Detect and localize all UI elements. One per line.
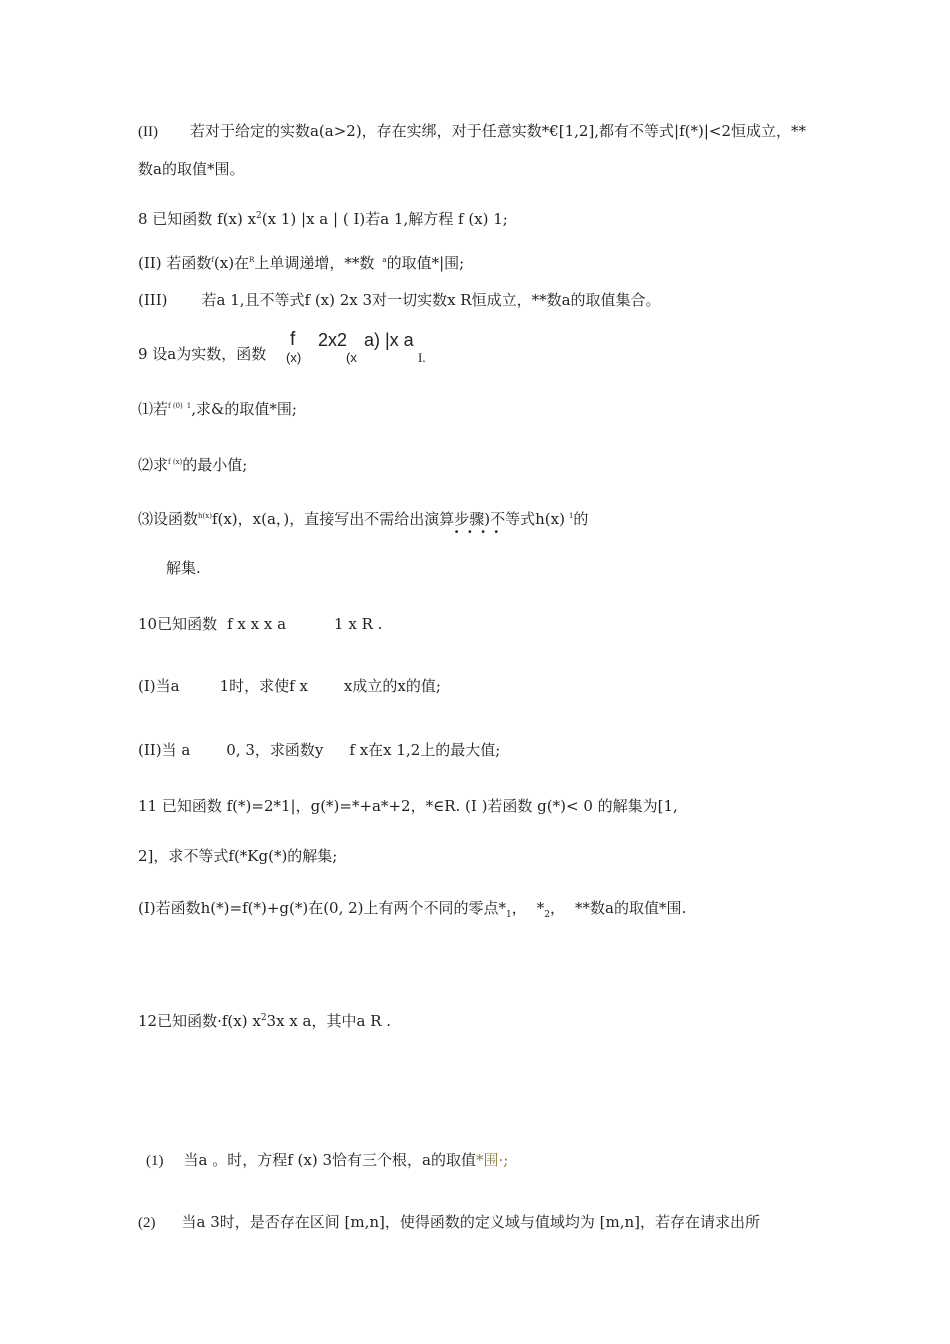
superscript: 2 bbox=[260, 1013, 267, 1023]
func-arg: (x bbox=[346, 350, 357, 365]
question-12-part-2 bbox=[138, 1212, 760, 1233]
part-label: ⑵求 bbox=[138, 456, 169, 474]
subscript: 2 bbox=[544, 910, 551, 920]
subscript: 1 bbox=[506, 910, 512, 920]
question-10-part-ii bbox=[138, 740, 500, 760]
func-term: a) |x a bbox=[364, 330, 414, 350]
small-symbol: R bbox=[249, 256, 255, 264]
question-8-line bbox=[138, 206, 508, 229]
part-text: (I)若函数h(*)=f(*)+g(*)在(0, 2)上有两个不同的零点* bbox=[138, 899, 507, 917]
question-9-line bbox=[138, 329, 426, 366]
part-ii-line-cont: 数a的取值*围。 bbox=[138, 160, 245, 178]
small-symbol: f bbox=[211, 256, 214, 264]
small-symbol: f (x) bbox=[168, 458, 183, 466]
part-text: f x在x 1,2上的最大值; bbox=[349, 741, 501, 759]
part-text: 的最小值; bbox=[182, 456, 248, 474]
part-label: (1) bbox=[146, 1153, 164, 1169]
question-12-part-1 bbox=[146, 1150, 508, 1171]
question-9-part-3 bbox=[138, 506, 588, 529]
part-text: 上单调递增，**数 bbox=[254, 254, 375, 272]
part-text: **数a的取值*围. bbox=[575, 899, 687, 917]
question-10-part-i bbox=[138, 676, 441, 696]
part-text: (x)在 bbox=[213, 254, 250, 272]
question-8-part-iii bbox=[138, 290, 661, 310]
q8-text-cont: (x 1) |x a | ( I)若a 1,解方程 f (x) 1; bbox=[261, 210, 508, 228]
part-text: 当a 3时，是否存在区间 [m,n]，使得函数的定义域与值域均为 [m,n]，若存在请求出所 bbox=[181, 1213, 761, 1231]
question-text: 若对于给定的实数a(a>2)，存在实绑，对于任意实数*€[1,2],都有不等式|f(*)|<2恒成立，** bbox=[189, 122, 807, 140]
question-11-line-cont: 2]，求不等式f(*Kg(*)的解集; bbox=[138, 847, 338, 865]
func-end: I. bbox=[418, 350, 426, 365]
question-11-line: 11 已知函数 f(*)=2*1|，g(*)=*+a*+2，*∈R. (I )若函数 g(*)< 0 的解集为[1, bbox=[138, 797, 678, 815]
q12-text-cont: 3x x a，其中a R . bbox=[266, 1012, 392, 1030]
question-10-line bbox=[138, 614, 382, 634]
question-11-part bbox=[138, 898, 686, 925]
part-text: 的 bbox=[573, 510, 589, 528]
question-9-part-3-cont: 解集. bbox=[166, 559, 201, 577]
part-label: (II)当 a bbox=[138, 741, 191, 759]
part-text-highlight: *围·; bbox=[475, 1151, 509, 1169]
small-symbol: 1 bbox=[568, 512, 574, 520]
part-ii-line bbox=[138, 121, 806, 142]
part-text: 0, 3，求函数y bbox=[226, 741, 324, 759]
q10-text: 10已知函数 bbox=[138, 615, 218, 633]
question-9-part-1 bbox=[138, 396, 297, 419]
small-symbol: f (0) bbox=[168, 402, 183, 410]
q10-func: f x x x a bbox=[227, 615, 287, 633]
part-text: 若a 1,且不等式f (x) 2x 3对一切实数x R恒成立，**数a的取值集合。 bbox=[201, 291, 661, 309]
part-text: ,求&的取值*围; bbox=[191, 400, 297, 418]
func-f: f bbox=[290, 329, 296, 350]
question-8-part-ii bbox=[138, 250, 464, 273]
q10-text-cont: 1 x R . bbox=[334, 615, 383, 633]
part-label: ⑶设函数 bbox=[138, 510, 199, 528]
part-label: (III) bbox=[138, 291, 168, 309]
part-text: (II) 若函数 bbox=[138, 254, 212, 272]
emphasis-dots: ···· bbox=[454, 523, 507, 541]
func-arg: (x) bbox=[286, 350, 302, 365]
q8-text: 8 已知函数 f(x) x bbox=[138, 210, 257, 228]
part-label: (I)当a bbox=[138, 677, 180, 695]
part-label: (2) bbox=[138, 1215, 156, 1231]
func-term: 2x2 bbox=[318, 330, 348, 350]
small-symbol: 1 bbox=[186, 402, 192, 410]
q9-text: 9 设a为实数，函数 bbox=[138, 345, 267, 363]
part-label: ⑴若 bbox=[138, 400, 169, 418]
q12-text: 12已知函数·f(x) x bbox=[138, 1012, 261, 1030]
part-label: (II) bbox=[138, 124, 158, 140]
superscript: 2 bbox=[256, 211, 262, 221]
part-text: * bbox=[536, 899, 545, 917]
part-text: ， bbox=[550, 899, 566, 917]
small-symbol: h(x) bbox=[198, 512, 212, 520]
part-text: 1时，求使f x bbox=[219, 677, 308, 695]
part-text: 当a 。时，方程f (x) 3恰有三个根，a的取值 bbox=[183, 1151, 476, 1169]
part-text: 的取值*|围; bbox=[386, 254, 465, 272]
question-9-part-2 bbox=[138, 452, 247, 475]
small-symbol: a bbox=[382, 256, 387, 264]
part-text: ， bbox=[511, 899, 527, 917]
question-12-line bbox=[138, 1008, 391, 1031]
part-text: x成立的x的值; bbox=[343, 677, 441, 695]
part-text: f(x)，x(a，)，直接写出不需给出演算步骤)不等式h(x) bbox=[211, 510, 565, 528]
